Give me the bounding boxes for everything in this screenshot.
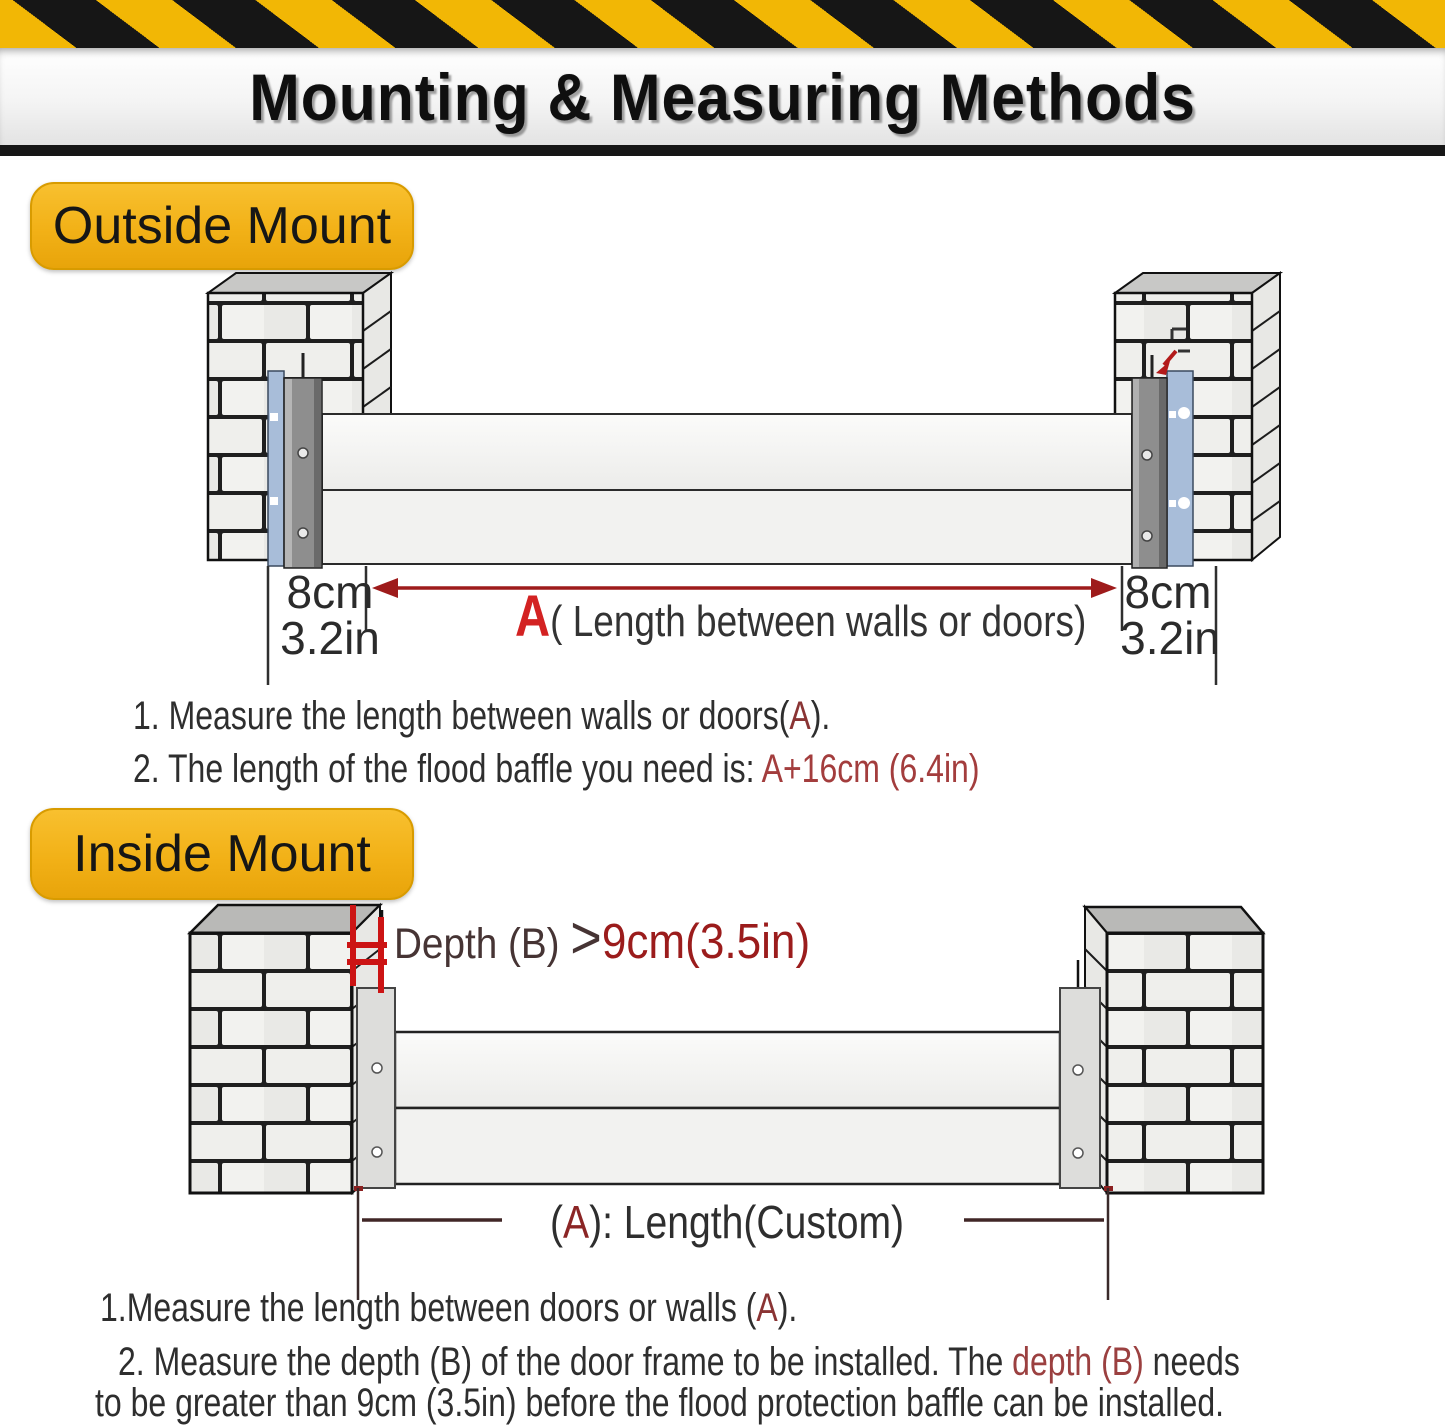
- inside-step-2-line-1: 2. Measure the depth (B) of the door frame to be installed. The depth (B) needs: [118, 1340, 1240, 1384]
- inside-step-1: 1.Measure the length between doors or walls (A).: [100, 1286, 798, 1330]
- depth-label: [394, 904, 810, 971]
- inside-step-2-em: depth (B): [1012, 1340, 1144, 1384]
- dim-right-in: 3.2in: [1120, 612, 1220, 664]
- title-band: [0, 48, 1445, 156]
- right-mounting-channel: [1060, 960, 1100, 1188]
- inside-mount-label: [30, 808, 414, 900]
- dim-left-in: 3.2in: [280, 612, 380, 664]
- page-title: Mounting & Measuring Methods: [249, 59, 1196, 134]
- depth-label-gt: >: [570, 904, 602, 972]
- depth-label-text: Depth (B): [394, 919, 571, 968]
- inside-mount-diagram: [0, 895, 1445, 1321]
- outside-step-2: [133, 747, 980, 792]
- outside-mount-label: [30, 182, 414, 270]
- flood-barrier-panels: [322, 414, 1132, 564]
- outside-mount-label-text: Outside Mount: [52, 197, 392, 255]
- outside-step-2-em: A+16cm (6.4in): [761, 747, 980, 791]
- left-mounting-channel: [268, 353, 322, 568]
- hazard-stripe-banner: [0, 0, 1445, 48]
- outside-step-1-text: 1. Measure the length between walls or doors(: [133, 694, 790, 738]
- right-mounting-channel: [1132, 351, 1193, 568]
- flood-barrier-panels: [395, 1032, 1060, 1184]
- inside-step-2-line-2: [95, 1381, 1224, 1426]
- inside-step-1-em: A: [756, 1286, 778, 1330]
- dim-left-cm: 8cm: [286, 566, 374, 618]
- right-brick-pillar: [1085, 907, 1263, 1193]
- dim-length-label: [515, 585, 1086, 649]
- dim-length-rest: ( Length between walls or doors): [550, 595, 1087, 646]
- inside-step-1-text: 1.Measure the length between doors or walls (: [100, 1286, 757, 1330]
- outside-step-2-text: 2. The length of the flood baffle you need is:: [133, 747, 762, 791]
- outside-step-1-em: A: [789, 694, 811, 738]
- inside-step-2-continued: to be greater than 9cm (3.5in) before the flood protection baffle can be installed.: [95, 1381, 1225, 1425]
- inside-mount-label-text: Inside Mount: [73, 825, 371, 883]
- inside-step-2-text: 2. Measure the depth (B) of the door frame to be installed. The: [118, 1340, 1013, 1384]
- dim-length-A: A: [515, 585, 551, 649]
- outside-mount-diagram: [0, 265, 1445, 695]
- depth-label-value: 9cm(3.5in): [601, 913, 811, 969]
- length-custom-A: A: [562, 1197, 590, 1249]
- length-custom-label: (A): Length(Custom): [549, 1197, 905, 1249]
- outside-step-1: 1. Measure the length between walls or doors(A).: [133, 694, 831, 738]
- dim-right-cm: 8cm: [1124, 566, 1212, 618]
